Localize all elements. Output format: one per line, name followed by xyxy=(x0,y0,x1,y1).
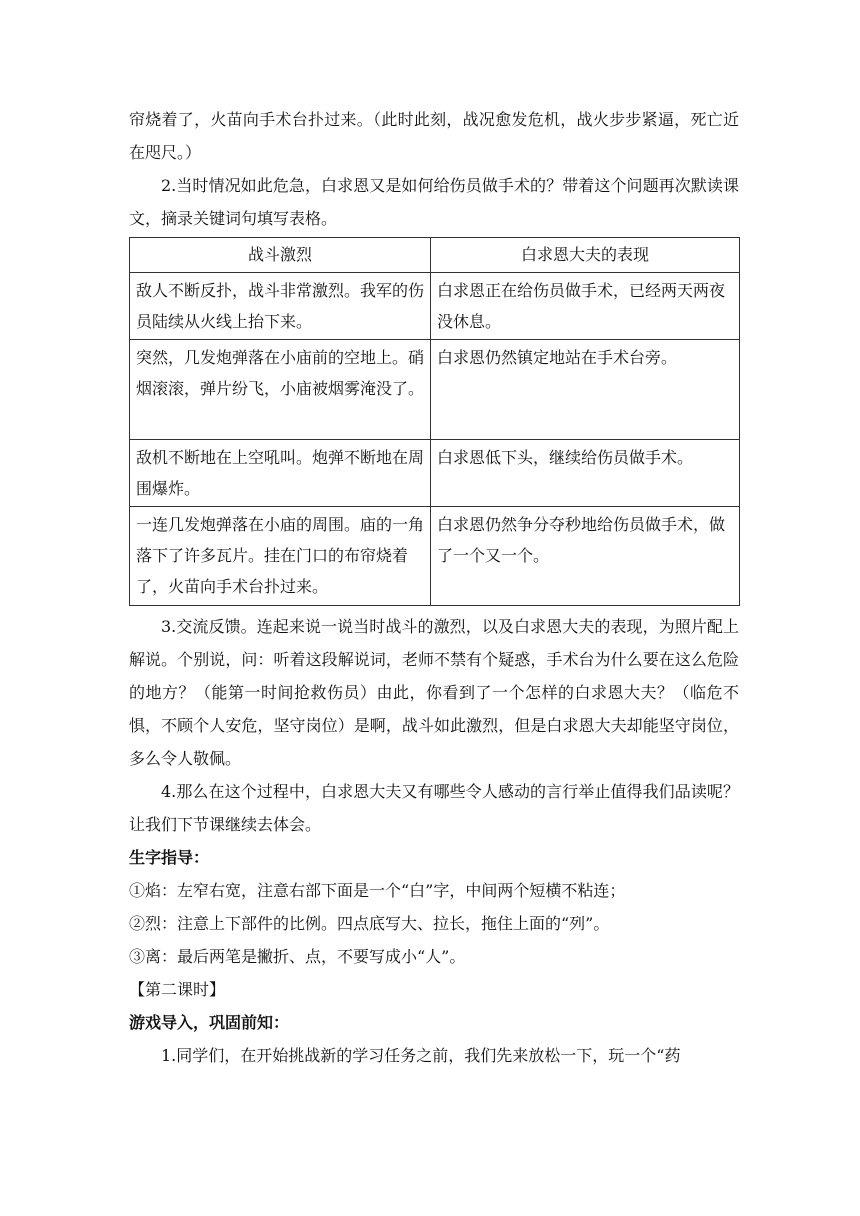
table-cell-bethune: 白求恩仍然镇定地站在手术台旁。 xyxy=(431,340,740,440)
table-header-row xyxy=(130,238,740,273)
table-cell-battle: 敌机不断地在上空吼叫。炮弹不断地在周围爆炸。 xyxy=(130,440,431,507)
paragraph-continued: 帘烧着了，火苗向手术台扑过来。（此时此刻，战况愈发危机，战火步步紧逼，死亡近在咫尺。） xyxy=(129,110,739,162)
table-header-bethune: 白求恩大夫的表现 xyxy=(431,238,740,273)
char-guide-item: ②烈：注意上下部件的比例。四点底写大、拉长，拖住上面的“列”。 xyxy=(129,914,610,933)
battle-table xyxy=(129,237,740,606)
table-cell-bethune: 白求恩正在给伤员做手术，已经两天两夜没休息。 xyxy=(431,273,740,340)
table-header-battle: 战斗激烈 xyxy=(130,238,431,273)
section-heading-chars: 生字指导： xyxy=(129,848,210,867)
table-row xyxy=(130,440,740,507)
paragraph-question-2: 2.当时情况如此危急，白求恩又是如何给伤员做手术的？带着这个问题再次默读课文，摘录关键词句填写表格。 xyxy=(129,176,739,228)
lesson-title: 【第二课时】 xyxy=(129,980,226,999)
paragraph-question-4: 4.那么在这个过程中，白求恩大夫又有哪些令人感动的言行举止值得我们品读呢？让我们下节课继续去体会。 xyxy=(129,782,739,834)
char-guide-item: ①焰：左窄右宽，注意右部下面是一个“白”字，中间两个短横不粘连； xyxy=(129,881,626,900)
table-cell-bethune: 白求恩仍然争分夺秒地给伤员做手术，做了一个又一个。 xyxy=(431,507,740,606)
paragraph-game-1: 1.同学们，在开始挑战新的学习任务之前，我们先来放松一下，玩一个“药 xyxy=(161,1046,681,1065)
table-cell-bethune: 白求恩低下头，继续给伤员做手术。 xyxy=(431,440,740,507)
table-row xyxy=(130,340,740,440)
section-heading-game: 游戏导入，巩固前知： xyxy=(129,1013,290,1032)
char-guide-item: ③离：最后两笔是撇折、点，不要写成小“人”。 xyxy=(129,947,466,966)
table-row xyxy=(130,273,740,340)
table-row xyxy=(130,507,740,606)
paragraph-question-3: 3.交流反馈。连起来说一说当时战斗的激烈，以及白求恩大夫的表现，为照片配上解说。个别说，问：听着这段解说词，老师不禁有个疑惑，手术台为什么要在这么危险的地方？（能第一时间抢救伤员）由此，你看到了一个怎样的白求恩大夫？（临危不惧，不顾个人安危，坚守岗位）是啊，战斗如此激烈，但是白求恩大夫却能坚守岗位，多么令人敬佩。 xyxy=(129,617,739,768)
document-body xyxy=(129,103,739,1072)
table-cell-battle: 敌人不断反扑，战斗非常激烈。我军的伤员陆续从火线上抬下来。 xyxy=(130,273,431,340)
table-cell-battle: 一连几发炮弹落在小庙的周围。庙的一角落下了许多瓦片。挂在门口的布帘烧着了，火苗向手术台扑过来。 xyxy=(130,507,431,606)
table-cell-battle: 突然，几发炮弹落在小庙前的空地上。硝烟滚滚，弹片纷飞，小庙被烟雾淹没了。 xyxy=(130,340,431,440)
